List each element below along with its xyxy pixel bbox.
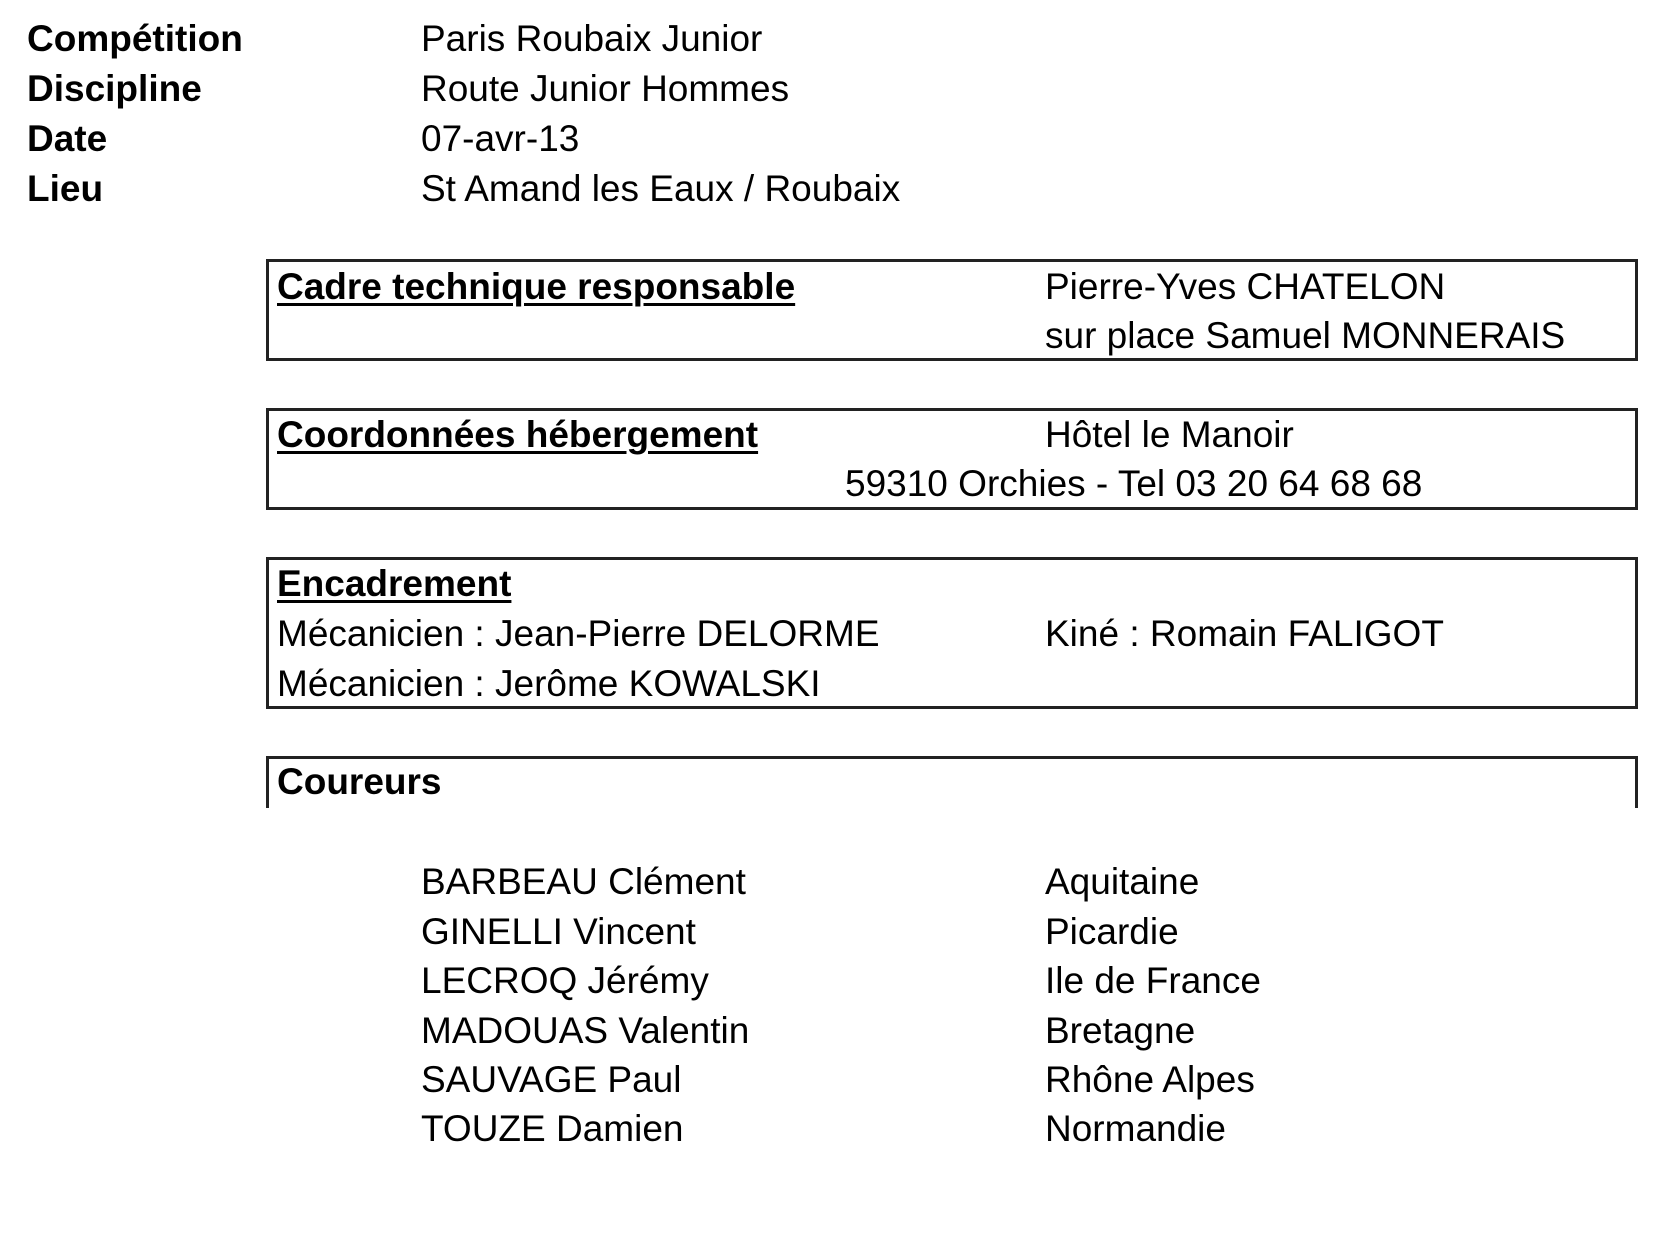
rider-region: Rhône Alpes xyxy=(1045,1059,1255,1100)
coureurs-title: Coureurs xyxy=(277,761,442,802)
date-label: Date xyxy=(27,118,108,159)
competition-value: Paris Roubaix Junior xyxy=(421,18,763,59)
date-value: 07-avr-13 xyxy=(421,118,580,159)
rider-name: LECROQ Jérémy xyxy=(421,960,709,1001)
rider-name: BARBEAU Clément xyxy=(421,861,746,902)
mecanicien-2: Mécanicien : Jerôme KOWALSKI xyxy=(277,663,821,704)
lieu-label: Lieu xyxy=(27,168,104,209)
rider-region: Aquitaine xyxy=(1045,861,1200,902)
rider-region: Bretagne xyxy=(1045,1010,1196,1051)
discipline-value: Route Junior Hommes xyxy=(421,68,790,109)
mecanicien-1: Mécanicien : Jean-Pierre DELORME xyxy=(277,613,880,654)
cadre-technique-onsite: sur place Samuel MONNERAIS xyxy=(1045,315,1566,356)
rider-region: Ile de France xyxy=(1045,960,1261,1001)
rider-region: Normandie xyxy=(1045,1108,1226,1149)
encadrement-title: Encadrement xyxy=(277,563,512,604)
rider-name: SAUVAGE Paul xyxy=(421,1059,682,1100)
cadre-technique-name: Pierre-Yves CHATELON xyxy=(1045,266,1446,307)
rider-name: TOUZE Damien xyxy=(421,1108,684,1149)
rider-name: GINELLI Vincent xyxy=(421,911,696,952)
kine: Kiné : Romain FALIGOT xyxy=(1045,613,1444,654)
lieu-value: St Amand les Eaux / Roubaix xyxy=(421,168,901,209)
hebergement-address: 59310 Orchies - Tel 03 20 64 68 68 xyxy=(845,463,1423,504)
cadre-technique-title: Cadre technique responsable xyxy=(277,266,796,307)
coureurs-box xyxy=(266,756,1638,808)
hebergement-hotel: Hôtel le Manoir xyxy=(1045,414,1294,455)
discipline-label: Discipline xyxy=(27,68,202,109)
hebergement-title: Coordonnées hébergement xyxy=(277,414,759,455)
rider-region: Picardie xyxy=(1045,911,1179,952)
competition-label: Compétition xyxy=(27,18,243,59)
rider-name: MADOUAS Valentin xyxy=(421,1010,750,1051)
